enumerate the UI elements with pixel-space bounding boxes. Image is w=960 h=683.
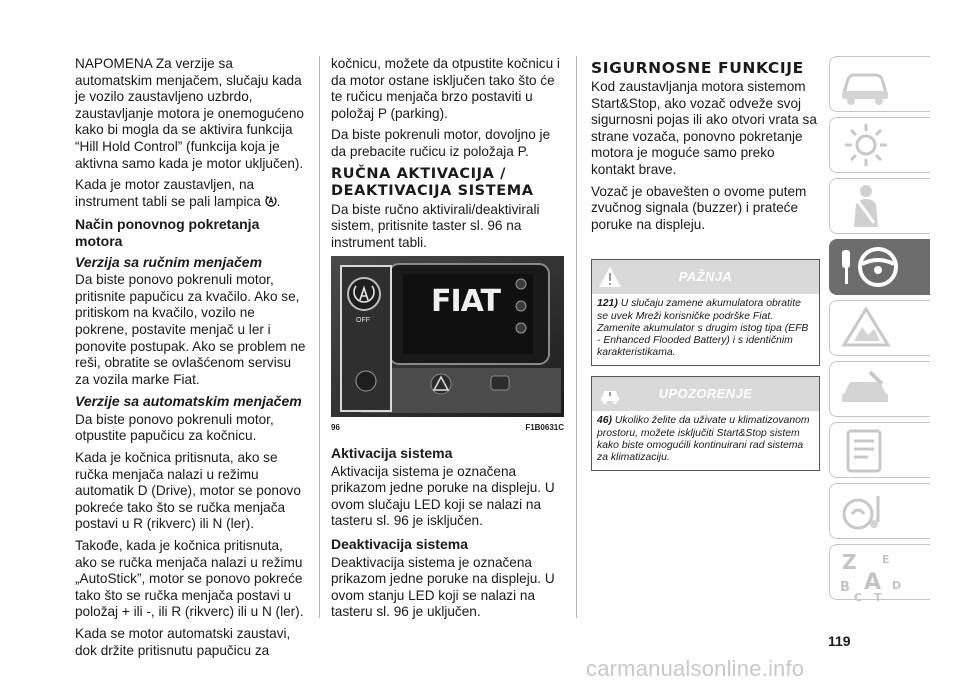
seatbelt-safety-icon (836, 181, 896, 231)
manual-gearbox-heading: Verzija sa ručnim menjačem (75, 253, 263, 270)
tab-technical-data[interactable] (829, 422, 930, 478)
warning-emergency-icon (836, 303, 896, 353)
dashboard-figure (331, 256, 564, 417)
warning-text: Ukoliko želite da uživate u klimatizovanom prostoru, možete isključiti Start&Stop sistem kako biste omogućili kontinuirani rad sistema za klimatizaciju. (597, 415, 810, 463)
caution-text: U slučaju zamene akumulatora obratite se uvek Mreži korisničke podrške Fiat. Zamenite akumulator s drugim istog tipa (EFB - Enhanced Flooded Battery) i s identičnim karakteristikama. (597, 298, 809, 359)
tab-index[interactable] (829, 544, 930, 600)
index-letter-t: T (874, 591, 882, 601)
warning-box (591, 376, 820, 471)
tab-emergency[interactable] (829, 300, 930, 356)
tab-car-dashboard[interactable] (829, 56, 930, 112)
watermark: carmanualsonline.info (586, 656, 805, 681)
caution-title: PAŽNJA (678, 269, 733, 285)
note-paragraph: NAPOMENA Za verzije sa automatskim menjačem, slučaju kada je vozilo zaustavljeno uzbrdo, zaustavljanje motora je onemogućeno kako bi mogla da se aktivira funkcija “Hill Hold Control” (funkcija koja je aktivna samo kada je motor uključen). (75, 56, 304, 171)
tab-maintenance[interactable] (829, 361, 930, 417)
activation-paragraph: Aktivacija sistema je označena prikazom jedne poruke na displeju. U ovom slučaju LED koji se nalazi na tasteru sl. 96 je isključen. (331, 463, 555, 529)
figure-caption (331, 420, 564, 437)
lights-icon (836, 120, 896, 170)
auto-paragraph-2: Kada je kočnica pritisnuta, ako se ručka menjača nalazi u režimu automatik D (Drive), motor se ponovo pokreće tako što se ručka menjača postavi u R (rikverc) ili N (ler). (75, 450, 301, 532)
key-steering-wheel-icon (836, 242, 906, 292)
safety-functions-heading: SIGURNOSNE FUNKCIJE (591, 59, 804, 77)
figure-number: 96 (331, 423, 340, 433)
dashboard-illustration (331, 256, 564, 417)
index-letter-c: C (854, 591, 863, 601)
caution-number: 121) (597, 298, 618, 310)
warning-title: UPOZORENJE (658, 386, 753, 402)
deactivation-paragraph: Deaktivacija sistema je označena prikazom jedne poruke na displeju. U ovom stanju LED koji se nalazi na tasteru sl. 96 je uključen. (331, 554, 555, 620)
multimedia-icon (836, 486, 896, 536)
tab-multimedia[interactable] (829, 483, 930, 539)
auto-paragraph-1: Da biste ponovo pokrenuli motor, otpustite papučicu za kočnicu. (75, 411, 274, 444)
page-number: 119 (828, 633, 851, 649)
column-separator-right (576, 56, 577, 618)
deactivation-heading: Deaktivacija sistema (331, 535, 468, 552)
manual-paragraph: Da biste ponovo pokrenuli motor, pritisnite papučicu za kvačilo. Ako se, pritiskom na kvačilo, vozilo ne pokrene, postavite menjač u ler i ponovite postupak. Ako se problem ne reši, obratite se ovlašćenom servisu za vozila marke Fiat. (75, 272, 306, 387)
index-letter-z: Z (842, 550, 857, 574)
dashboard-brand-text: FIAT (431, 284, 501, 320)
auto-start-stop-icon (265, 194, 277, 207)
column-2 (331, 56, 564, 626)
safety-paragraph-1: Kod zaustavljanja motora sistemom Start&Stop, ako vozač odveže svoj sigurnosni pojas ili ako otvori vrata sa strane vozača, ponovno pokretanje motora je moguće samo preko kontakt brave. (591, 79, 817, 177)
restart-paragraph: Da biste pokrenuli motor, dovoljno je da prebacite ručicu iz položaja P. (331, 127, 551, 159)
alphabetical-index-icon (836, 547, 916, 601)
maintenance-wrench-icon (836, 364, 896, 414)
car-dashboard-icon (836, 59, 896, 109)
column-1 (75, 56, 307, 664)
column-separator-left (319, 56, 320, 618)
automatic-gearbox-heading: Verzije sa automatskim menjačem (75, 393, 302, 410)
warning-body (592, 411, 819, 470)
caution-header (592, 260, 819, 294)
index-letter-e: E (882, 553, 890, 566)
caution-body (592, 294, 819, 365)
manual-activation-heading: RUČNA AKTIVACIJA / DEAKTIVACIJA SISTEMA (331, 165, 534, 199)
safety-paragraph-2: Vozač je obavešten o ovome putem zvučnog signala (buzzer) i prateće poruke na displeju. (591, 183, 807, 232)
auto-paragraph-3: Takođe, kada je kočnica pritisnuta, ako se ručka menjača nalazi u režimu „AutoStick”, motor se ponovo pokreće tako što se ručka menjača postavi u položaj + ili -, ili R (rikverc) ili u N (ler). (75, 538, 304, 620)
column-3 (591, 56, 820, 481)
index-letter-a: A (864, 570, 882, 595)
tab-safety[interactable] (829, 178, 930, 234)
tab-starting-driving[interactable] (829, 239, 930, 295)
restart-heading: Način ponovnog pokretanja motora (75, 216, 260, 249)
index-letter-d: D (892, 579, 902, 592)
caution-box (591, 259, 820, 366)
continued-paragraph: kočnicu, možete da otpustite kočnicu i da motor ostane isključen tako što će te ručicu menjača brzo postaviti u položaj P (parking). (331, 56, 560, 121)
manual-activation-paragraph: Da biste ručno aktivirali/deaktivirali sistem, pritisnite taster sl. 96 na instrument tabli. (331, 201, 540, 250)
technical-data-icon (836, 425, 896, 475)
start-stop-off-label: OFF (356, 317, 370, 325)
figure-code: F1B0631C (525, 423, 564, 433)
tab-lights[interactable] (829, 117, 930, 173)
warning-header (592, 377, 819, 411)
activation-heading: Aktivacija sistema (331, 444, 453, 461)
auto-paragraph-4: Kada se motor automatski zaustavi, dok držite pritisnutu papučicu za (75, 626, 291, 658)
lamp-paragraph: Kada je motor zaustavljen, na instrument tabli se pali lampica . (75, 177, 281, 209)
index-letter-b: B (840, 580, 850, 595)
warning-number: 46) (597, 415, 613, 427)
